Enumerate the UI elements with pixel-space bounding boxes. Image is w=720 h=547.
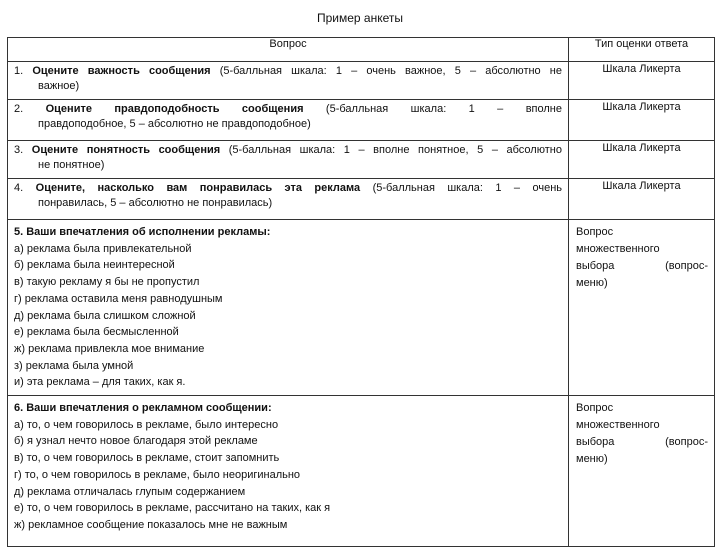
header-question: Вопрос (8, 38, 569, 62)
answer-type-cell: Шкала Ликерта (569, 62, 715, 100)
survey-table (7, 37, 715, 547)
answer-type-cell: Шкала Ликерта (569, 179, 715, 220)
option-item: ж) реклама привлекла мое внимание (14, 342, 205, 355)
option-item: а) то, о чем говорилось в рекламе, было интересно (14, 418, 279, 431)
answer-type-line: меню) (576, 453, 608, 465)
question-line: 4. Оцените, насколько вам понравилась эта реклама (5-балльная шкала: 1 – очень (14, 182, 563, 194)
table-row (8, 179, 715, 220)
question-continuation: правдоподобное, 5 – абсолютно не правдоподобное) (38, 118, 311, 130)
answer-type-line: выбора (вопрос- (576, 260, 708, 272)
table-row (8, 100, 715, 141)
question-cell (8, 141, 569, 179)
option-item: д) реклама отличалась глупым содержанием (14, 485, 246, 498)
answer-type-line: множественного (576, 419, 660, 431)
table-header-row (8, 38, 715, 62)
question-line: 1. Оцените важность сообщения (5-балльная шкала: 1 – очень важное, 5 – абсолютно не (14, 65, 562, 77)
option-item: з) реклама была умной (14, 359, 134, 372)
question-line: 2. Оцените правдоподобность сообщения (5-балльная шкала: 1 – вполне (14, 103, 562, 115)
question-continuation: не понятное) (38, 159, 105, 171)
answer-type-line: меню) (576, 277, 608, 289)
table-row (8, 220, 715, 396)
table-row (8, 141, 715, 179)
question-cell (8, 179, 569, 220)
question-cell (8, 396, 569, 547)
answer-type-line: выбора (вопрос- (576, 436, 708, 448)
answer-type-cell: Шкала Ликерта (569, 100, 715, 141)
option-item: е) реклама была бесмысленной (14, 326, 179, 339)
question-cell (8, 100, 569, 141)
answer-type-line: Вопрос (576, 402, 614, 414)
option-item: г) то, о чем говорилось в рекламе, было неоригинально (14, 468, 301, 481)
option-item: г) реклама оставила меня равнодушным (14, 292, 223, 305)
option-item: ж) рекламное сообщение показалось мне не важным (14, 518, 288, 531)
option-item: в) то, о чем говорилось в рекламе, стоит запомнить (14, 452, 280, 465)
answer-type-cell (569, 396, 715, 547)
answer-type-line: Вопрос (576, 226, 614, 238)
answer-type-cell (569, 220, 715, 396)
question-cell (8, 62, 569, 100)
table-row (8, 396, 715, 547)
option-item: д) реклама была слишком сложной (14, 309, 196, 322)
option-item: и) эта реклама – для таких, как я. (14, 376, 186, 389)
question-title: 6. Ваши впечатления о рекламном сообщении: (14, 402, 272, 414)
question-continuation: понравилась, 5 – абсолютно не понравилась) (38, 197, 273, 209)
answer-type-cell: Шкала Ликерта (569, 141, 715, 179)
option-item: а) реклама была привлекательной (14, 242, 192, 255)
question-cell (8, 220, 569, 396)
question-title: 5. Ваши впечатления об исполнении рекламы: (14, 226, 271, 238)
page-title: Пример анкеты (316, 11, 403, 25)
question-continuation: важное) (38, 80, 80, 92)
option-item: е) то, о чем говорилось в рекламе, рассчитано на таких, как я (14, 502, 331, 515)
option-item: б) я узнал нечто новое благодаря этой рекламе (14, 435, 258, 448)
table-row (8, 62, 715, 100)
option-item: б) реклама была неинтересной (14, 259, 175, 272)
answer-type-line: множественного (576, 243, 660, 255)
question-line: 3. Оцените понятность сообщения (5-балльная шкала: 1 – вполне понятное, 5 – абсолютно (14, 144, 562, 156)
option-item: в) такую рекламу я бы не пропустил (14, 276, 200, 289)
header-type: Тип оценки ответа (569, 38, 715, 62)
